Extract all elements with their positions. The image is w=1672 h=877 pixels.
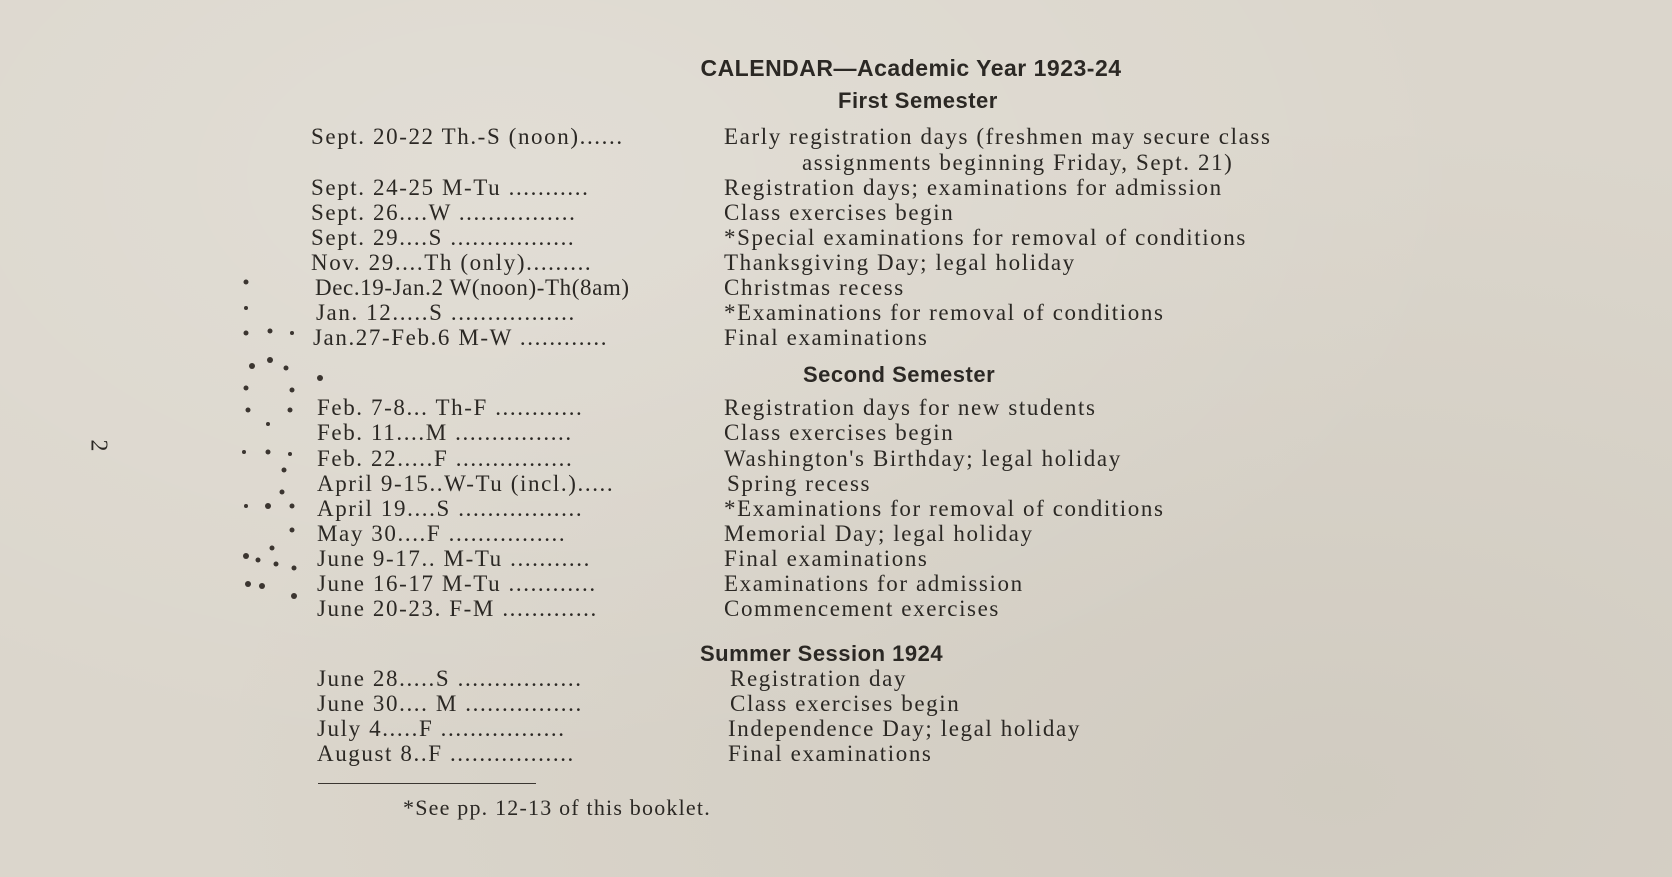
row-date: Sept. 20-22 Th.-S (noon)...... bbox=[311, 124, 624, 149]
row-date: June 30.... M ................ bbox=[317, 691, 583, 716]
row-date: Jan.27-Feb.6 M-W ............ bbox=[313, 325, 609, 350]
row-event: Memorial Day; legal holiday bbox=[724, 521, 1034, 546]
row-date: June 20-23. F-M ............. bbox=[317, 596, 598, 621]
footnote: *See pp. 12-13 of this booklet. bbox=[403, 795, 711, 820]
row-date: Nov. 29....Th (only)......... bbox=[311, 250, 593, 275]
row-event: *Special examinations for removal of conditions bbox=[724, 225, 1247, 250]
section-heading-first-semester: First Semester bbox=[838, 88, 998, 113]
row-event: Early registration days (freshmen may secure class bbox=[724, 124, 1272, 149]
row-date: Sept. 26....W ................ bbox=[311, 200, 577, 225]
row-date: Feb. 7-8... Th-F ............ bbox=[317, 395, 584, 420]
row-event: Class exercises begin bbox=[724, 420, 955, 445]
row-event: Final examinations bbox=[724, 325, 929, 350]
row-event: Spring recess bbox=[727, 471, 872, 496]
section-heading-summer-session: Summer Session 1924 bbox=[700, 641, 944, 666]
row-date: June 16-17 M-Tu ............ bbox=[317, 571, 597, 596]
row-date: July 4.....F ................. bbox=[317, 716, 566, 741]
row-event: Final examinations bbox=[728, 741, 933, 766]
row-event: Class exercises begin bbox=[724, 200, 955, 225]
row-event: Registration days for new students bbox=[724, 395, 1097, 420]
row-date: August 8..F ................. bbox=[317, 741, 575, 766]
row-event: Final examinations bbox=[724, 546, 929, 571]
row-date: April 9-15..W-Tu (incl.)..... bbox=[317, 471, 615, 496]
row-event: Class exercises begin bbox=[730, 691, 961, 716]
row-event: Independence Day; legal holiday bbox=[728, 716, 1081, 741]
row-event: Registration day bbox=[730, 666, 907, 691]
page-title bbox=[0, 55, 1672, 82]
row-date: May 30....F ................ bbox=[317, 521, 567, 546]
footnote-divider bbox=[318, 783, 536, 784]
section-heading-second-semester: Second Semester bbox=[803, 362, 996, 387]
row-date: Feb. 22.....F ................ bbox=[317, 446, 574, 471]
row-event-continuation: assignments beginning Friday, Sept. 21) bbox=[802, 150, 1234, 175]
row-event: Commencement exercises bbox=[724, 596, 1000, 621]
row-date: Sept. 24-25 M-Tu ........... bbox=[311, 175, 590, 200]
row-date: June 28.....S ................. bbox=[317, 666, 583, 691]
row-date: April 19....S ................. bbox=[317, 496, 584, 521]
row-event: Washington's Birthday; legal holiday bbox=[724, 446, 1122, 471]
row-date: Sept. 29....S ................. bbox=[311, 225, 576, 250]
row-date: Feb. 11....M ................ bbox=[317, 420, 573, 445]
title-text: CALENDAR—Academic Year 1923-24 bbox=[700, 55, 1122, 81]
row-event: Thanksgiving Day; legal holiday bbox=[724, 250, 1076, 275]
row-date: Dec.19-Jan.2 W(noon)-Th(8am) bbox=[315, 275, 630, 300]
row-date: June 9-17.. M-Tu ........... bbox=[317, 546, 591, 571]
row-event: *Examinations for removal of conditions bbox=[724, 300, 1165, 325]
page-number: 2 bbox=[85, 439, 112, 452]
row-event: *Examinations for removal of conditions bbox=[724, 496, 1165, 521]
row-event: Registration days; examinations for admission bbox=[724, 175, 1223, 200]
row-event: Christmas recess bbox=[724, 275, 905, 300]
row-event: Examinations for admission bbox=[724, 571, 1024, 596]
row-date: Jan. 12.....S ................. bbox=[316, 300, 576, 325]
